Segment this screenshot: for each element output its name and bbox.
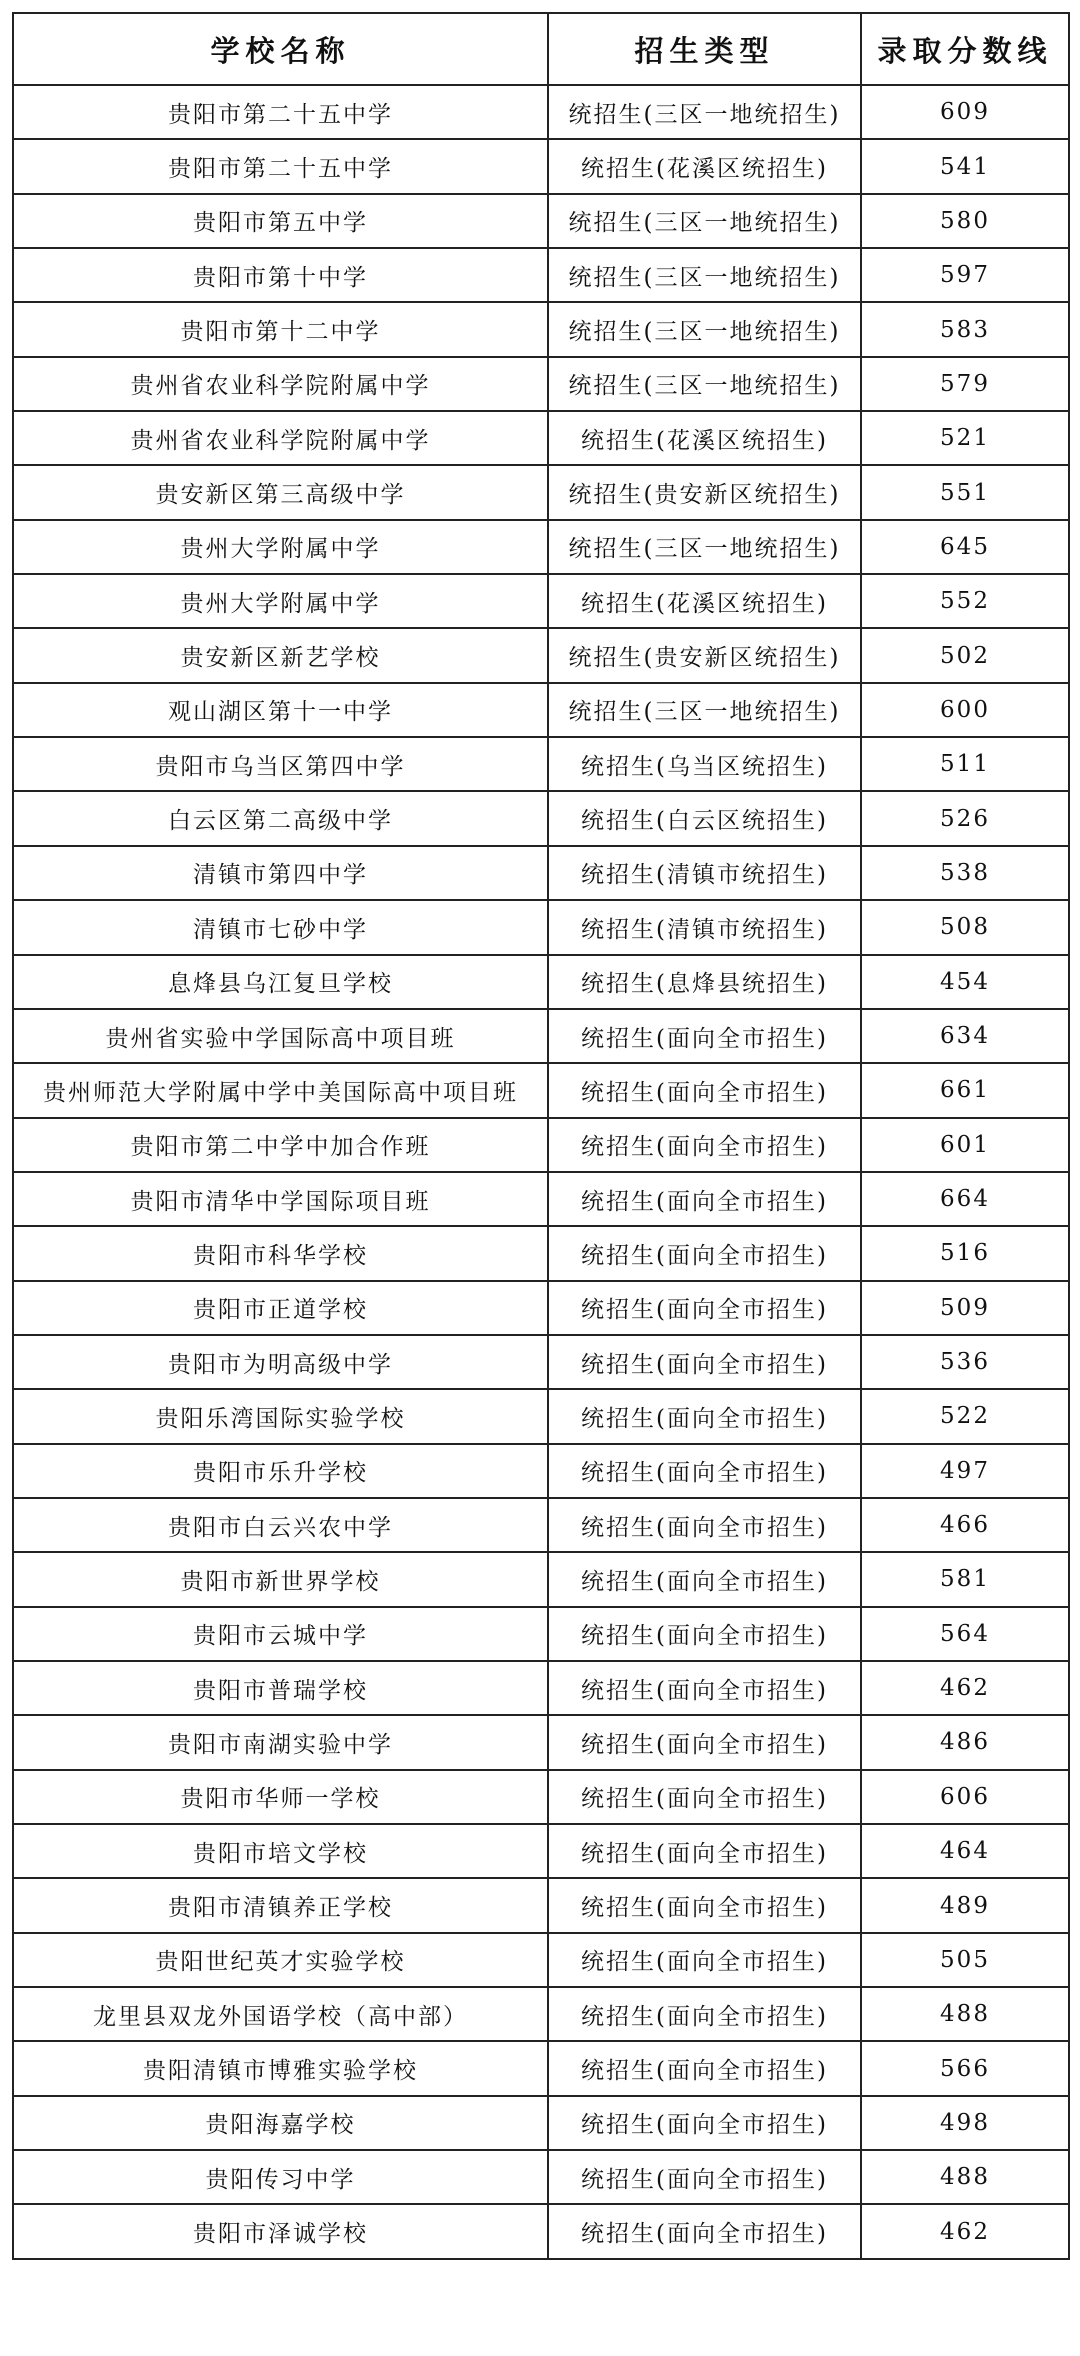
- admission-type-cell: 统招生(花溪区统招生): [548, 139, 861, 193]
- admission-type-cell: 统招生(三区一地统招生): [548, 248, 861, 302]
- admission-type-cell: 统招生(面向全市招生): [548, 1281, 861, 1335]
- admission-type-cell: 统招生(面向全市招生): [548, 1715, 861, 1769]
- table-row: [13, 1607, 1069, 1661]
- admission-type-cell: 统招生(面向全市招生): [548, 1226, 861, 1280]
- admission-type-cell: 统招生(面向全市招生): [548, 1172, 861, 1226]
- score-line-cell: 645: [861, 520, 1069, 574]
- score-line-cell: 597: [861, 248, 1069, 302]
- school-name-cell: 贵阳市乐升学校: [13, 1444, 548, 1498]
- admission-type-cell: 统招生(面向全市招生): [548, 1987, 861, 2041]
- score-line-cell: 538: [861, 846, 1069, 900]
- score-line-cell: 526: [861, 791, 1069, 845]
- school-name-cell: 贵州大学附属中学: [13, 574, 548, 628]
- table-row: [13, 2204, 1069, 2258]
- score-line-cell: 583: [861, 302, 1069, 356]
- admission-type-cell: 统招生(面向全市招生): [548, 1607, 861, 1661]
- school-name-cell: 贵阳世纪英才实验学校: [13, 1933, 548, 1987]
- school-name-cell: 贵州省农业科学院附属中学: [13, 411, 548, 465]
- admission-score-table: [12, 12, 1070, 2260]
- score-line-cell: 541: [861, 139, 1069, 193]
- table-row: [13, 520, 1069, 574]
- table-row: [13, 737, 1069, 791]
- score-line-cell: 464: [861, 1824, 1069, 1878]
- school-name-cell: 贵阳市第二十五中学: [13, 139, 548, 193]
- score-line-cell: 581: [861, 1552, 1069, 1606]
- admission-type-cell: 统招生(三区一地统招生): [548, 302, 861, 356]
- score-line-cell: 488: [861, 1987, 1069, 2041]
- score-line-cell: 634: [861, 1009, 1069, 1063]
- school-name-cell: 清镇市七砂中学: [13, 900, 548, 954]
- school-name-cell: 贵州省农业科学院附属中学: [13, 357, 548, 411]
- school-name-cell: 白云区第二高级中学: [13, 791, 548, 845]
- admission-type-cell: 统招生(面向全市招生): [548, 2150, 861, 2204]
- score-line-cell: 505: [861, 1933, 1069, 1987]
- table-row: [13, 1661, 1069, 1715]
- admission-type-cell: 统招生(贵安新区统招生): [548, 465, 861, 519]
- school-name-cell: 息烽县乌江复旦学校: [13, 955, 548, 1009]
- table-row: [13, 1878, 1069, 1932]
- admission-type-cell: 统招生(贵安新区统招生): [548, 628, 861, 682]
- table-row: [13, 1933, 1069, 1987]
- table-body: [13, 85, 1069, 2259]
- score-line-cell: 509: [861, 1281, 1069, 1335]
- table-row: [13, 1063, 1069, 1117]
- school-name-cell: 贵阳市南湖实验中学: [13, 1715, 548, 1769]
- admission-type-cell: 统招生(面向全市招生): [548, 1770, 861, 1824]
- score-line-cell: 486: [861, 1715, 1069, 1769]
- school-name-cell: 贵安新区第三高级中学: [13, 465, 548, 519]
- admission-type-cell: 统招生(面向全市招生): [548, 2204, 861, 2258]
- score-line-cell: 489: [861, 1878, 1069, 1932]
- school-name-cell: 贵阳市第二十五中学: [13, 85, 548, 139]
- school-name-cell: 贵阳市清镇养正学校: [13, 1878, 548, 1932]
- admission-type-cell: 统招生(三区一地统招生): [548, 357, 861, 411]
- score-line-cell: 609: [861, 85, 1069, 139]
- school-name-cell: 贵阳市新世界学校: [13, 1552, 548, 1606]
- school-name-cell: 贵阳市泽诚学校: [13, 2204, 548, 2258]
- school-name-cell: 贵阳市白云兴农中学: [13, 1498, 548, 1552]
- admission-type-cell: 统招生(乌当区统招生): [548, 737, 861, 791]
- table-row: [13, 85, 1069, 139]
- admission-type-cell: 统招生(面向全市招生): [548, 1389, 861, 1443]
- score-line-cell: 498: [861, 2096, 1069, 2150]
- table-row: [13, 194, 1069, 248]
- table-row: [13, 2096, 1069, 2150]
- school-name-cell: 贵阳市为明高级中学: [13, 1335, 548, 1389]
- table-row: [13, 248, 1069, 302]
- table-row: [13, 574, 1069, 628]
- score-line-cell: 502: [861, 628, 1069, 682]
- table-row: [13, 628, 1069, 682]
- score-line-cell: 511: [861, 737, 1069, 791]
- table-row: [13, 1552, 1069, 1606]
- score-line-cell: 508: [861, 900, 1069, 954]
- school-name-cell: 龙里县双龙外国语学校（高中部）: [13, 1987, 548, 2041]
- admission-type-cell: 统招生(三区一地统招生): [548, 85, 861, 139]
- table-row: [13, 1715, 1069, 1769]
- table-row: [13, 302, 1069, 356]
- school-name-cell: 贵阳清镇市博雅实验学校: [13, 2041, 548, 2095]
- score-line-cell: 466: [861, 1498, 1069, 1552]
- header-admission-type: 招生类型: [548, 13, 861, 85]
- score-line-cell: 564: [861, 1607, 1069, 1661]
- score-line-cell: 497: [861, 1444, 1069, 1498]
- school-name-cell: 清镇市第四中学: [13, 846, 548, 900]
- admission-type-cell: 统招生(面向全市招生): [548, 1118, 861, 1172]
- score-line-cell: 522: [861, 1389, 1069, 1443]
- header-school-name: 学校名称: [13, 13, 548, 85]
- admission-type-cell: 统招生(面向全市招生): [548, 1552, 861, 1606]
- score-line-cell: 462: [861, 2204, 1069, 2258]
- admission-type-cell: 统招生(面向全市招生): [548, 1878, 861, 1932]
- school-name-cell: 贵州师范大学附属中学中美国际高中项目班: [13, 1063, 548, 1117]
- school-name-cell: 贵阳海嘉学校: [13, 2096, 548, 2150]
- admission-type-cell: 统招生(面向全市招生): [548, 1824, 861, 1878]
- admission-type-cell: 统招生(花溪区统招生): [548, 411, 861, 465]
- table-row: [13, 1281, 1069, 1335]
- score-line-cell: 661: [861, 1063, 1069, 1117]
- table-header-row: [13, 13, 1069, 85]
- score-line-cell: 601: [861, 1118, 1069, 1172]
- table-row: [13, 2150, 1069, 2204]
- table-row: [13, 2041, 1069, 2095]
- school-name-cell: 贵阳市正道学校: [13, 1281, 548, 1335]
- school-name-cell: 贵阳市华师一学校: [13, 1770, 548, 1824]
- school-name-cell: 贵安新区新艺学校: [13, 628, 548, 682]
- score-line-cell: 488: [861, 2150, 1069, 2204]
- score-line-cell: 551: [861, 465, 1069, 519]
- admission-type-cell: 统招生(面向全市招生): [548, 2041, 861, 2095]
- admission-type-cell: 统招生(面向全市招生): [548, 1444, 861, 1498]
- table-row: [13, 1770, 1069, 1824]
- table-row: [13, 900, 1069, 954]
- score-line-cell: 454: [861, 955, 1069, 1009]
- admission-type-cell: 统招生(面向全市招生): [548, 1335, 861, 1389]
- header-score-line: 录取分数线: [861, 13, 1069, 85]
- admission-type-cell: 统招生(三区一地统招生): [548, 683, 861, 737]
- admission-type-cell: 统招生(三区一地统招生): [548, 520, 861, 574]
- score-line-cell: 600: [861, 683, 1069, 737]
- table-row: [13, 411, 1069, 465]
- table-row: [13, 1172, 1069, 1226]
- table-row: [13, 1498, 1069, 1552]
- table-row: [13, 1389, 1069, 1443]
- admission-type-cell: 统招生(花溪区统招生): [548, 574, 861, 628]
- school-name-cell: 贵阳市第十二中学: [13, 302, 548, 356]
- table-row: [13, 357, 1069, 411]
- admission-type-cell: 统招生(面向全市招生): [548, 1933, 861, 1987]
- admission-type-cell: 统招生(清镇市统招生): [548, 900, 861, 954]
- school-name-cell: 贵阳市乌当区第四中学: [13, 737, 548, 791]
- school-name-cell: 贵州大学附属中学: [13, 520, 548, 574]
- table-row: [13, 846, 1069, 900]
- school-name-cell: 观山湖区第十一中学: [13, 683, 548, 737]
- school-name-cell: 贵阳传习中学: [13, 2150, 548, 2204]
- table-row: [13, 955, 1069, 1009]
- table-row: [13, 1335, 1069, 1389]
- admission-type-cell: 统招生(面向全市招生): [548, 1063, 861, 1117]
- school-name-cell: 贵阳市科华学校: [13, 1226, 548, 1280]
- score-line-cell: 664: [861, 1172, 1069, 1226]
- table-row: [13, 1226, 1069, 1280]
- school-name-cell: 贵阳市普瑞学校: [13, 1661, 548, 1715]
- table-row: [13, 1987, 1069, 2041]
- score-line-cell: 521: [861, 411, 1069, 465]
- school-name-cell: 贵阳市第十中学: [13, 248, 548, 302]
- admission-type-cell: 统招生(三区一地统招生): [548, 194, 861, 248]
- table-row: [13, 1444, 1069, 1498]
- school-name-cell: 贵州省实验中学国际高中项目班: [13, 1009, 548, 1063]
- admission-type-cell: 统招生(面向全市招生): [548, 1009, 861, 1063]
- table-row: [13, 791, 1069, 845]
- score-line-cell: 536: [861, 1335, 1069, 1389]
- table-row: [13, 1118, 1069, 1172]
- admission-type-cell: 统招生(息烽县统招生): [548, 955, 861, 1009]
- score-line-cell: 552: [861, 574, 1069, 628]
- score-line-cell: 579: [861, 357, 1069, 411]
- school-name-cell: 贵阳市云城中学: [13, 1607, 548, 1661]
- table-row: [13, 1824, 1069, 1878]
- school-name-cell: 贵阳市清华中学国际项目班: [13, 1172, 548, 1226]
- score-line-cell: 462: [861, 1661, 1069, 1715]
- table-row: [13, 1009, 1069, 1063]
- admission-type-cell: 统招生(面向全市招生): [548, 1498, 861, 1552]
- admission-type-cell: 统招生(清镇市统招生): [548, 846, 861, 900]
- table-row: [13, 683, 1069, 737]
- score-line-cell: 580: [861, 194, 1069, 248]
- score-line-cell: 516: [861, 1226, 1069, 1280]
- score-line-cell: 606: [861, 1770, 1069, 1824]
- admission-type-cell: 统招生(面向全市招生): [548, 2096, 861, 2150]
- table-row: [13, 139, 1069, 193]
- school-name-cell: 贵阳市培文学校: [13, 1824, 548, 1878]
- school-name-cell: 贵阳乐湾国际实验学校: [13, 1389, 548, 1443]
- school-name-cell: 贵阳市第二中学中加合作班: [13, 1118, 548, 1172]
- table-row: [13, 465, 1069, 519]
- admission-type-cell: 统招生(面向全市招生): [548, 1661, 861, 1715]
- score-line-cell: 566: [861, 2041, 1069, 2095]
- admission-type-cell: 统招生(白云区统招生): [548, 791, 861, 845]
- school-name-cell: 贵阳市第五中学: [13, 194, 548, 248]
